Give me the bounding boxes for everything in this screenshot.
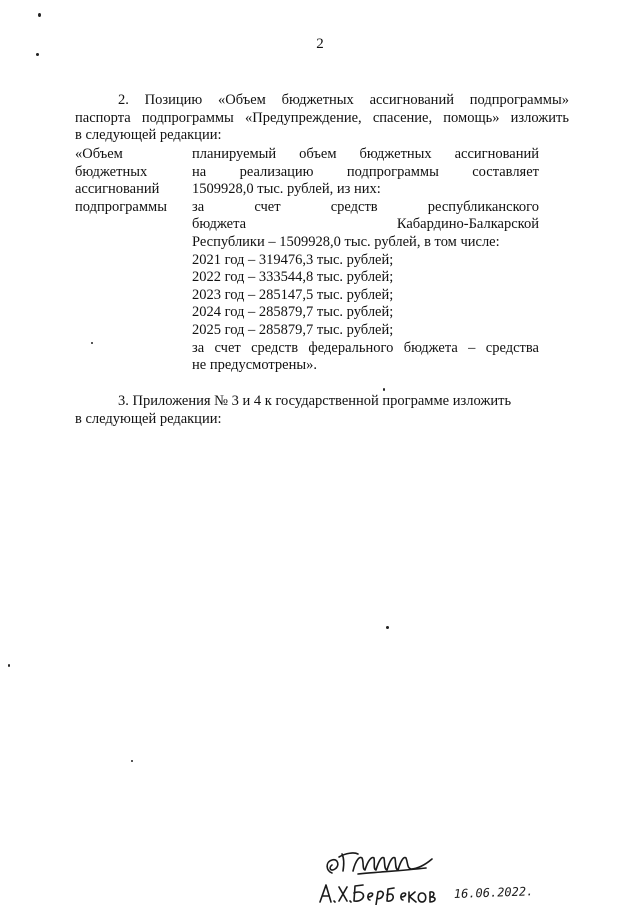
passport-right-line: Республики – 1509928,0 тыс. рублей, в том числе:: [192, 233, 500, 250]
passport-right-line: бюджета Кабардино-Балкарской: [192, 216, 539, 233]
passport-left-line: бюджетных: [75, 163, 148, 180]
scan-speck: [131, 760, 133, 762]
passport-left-line: «Объем: [75, 146, 123, 162]
passport-right-column: [192, 146, 539, 375]
scan-speck: [38, 13, 41, 17]
scan-speck: [386, 626, 389, 629]
passport-right-line: 1509928,0 тыс. рублей, из них:: [192, 181, 381, 198]
passport-left-line: ассигнований: [75, 181, 160, 198]
passport-left-line: подпрограммы: [75, 198, 167, 215]
section-3-paragraph: [75, 393, 569, 428]
page-number: 2: [316, 36, 324, 52]
scan-speck: [383, 388, 385, 391]
section-2-line-2: паспорта подпрограммы «Предупреждение, спасение, помощь» изложить: [75, 109, 569, 126]
section-3-line-2: в следующей редакции:: [75, 410, 222, 427]
year-amount-line: 2025 год – 285879,7 тыс. рублей;: [192, 321, 394, 338]
passport-right-line: за счет средств республиканского: [192, 198, 539, 215]
year-amount-line: 2024 год – 285879,7 тыс. рублей;: [192, 304, 394, 321]
section-2-line-1: 2. Позицию «Объем бюджетных ассигнований подпрограммы»: [118, 92, 569, 108]
scan-speck: [8, 664, 10, 667]
passport-left-column: [75, 146, 185, 216]
passport-right-line: на реализацию подпрограммы составляет: [192, 163, 539, 180]
year-amount-line: 2021 год – 319476,3 тыс. рублей;: [192, 251, 394, 268]
svg-text:16.06.2022.: 16.06.2022.: [453, 884, 534, 901]
section-3-line-1: 3. Приложения № 3 и 4 к государственной программе изложить: [118, 393, 512, 409]
passport-right-line: планируемый объем бюджетных ассигнований: [192, 146, 539, 162]
scan-speck: [91, 342, 93, 344]
year-amount-line: 2022 год – 333544,8 тыс. рублей;: [192, 269, 394, 286]
section-2-line-3: в следующей редакции:: [75, 127, 222, 143]
scan-speck: [36, 53, 39, 56]
year-amount-line: 2023 год – 285147,5 тыс. рублей;: [192, 286, 394, 303]
section-2-paragraph: [75, 92, 569, 145]
passport-right-line: не предусмотрены».: [192, 357, 317, 374]
handwritten-signature: [318, 845, 558, 905]
passport-right-line: за счет средств федерального бюджета – средства: [192, 339, 539, 356]
